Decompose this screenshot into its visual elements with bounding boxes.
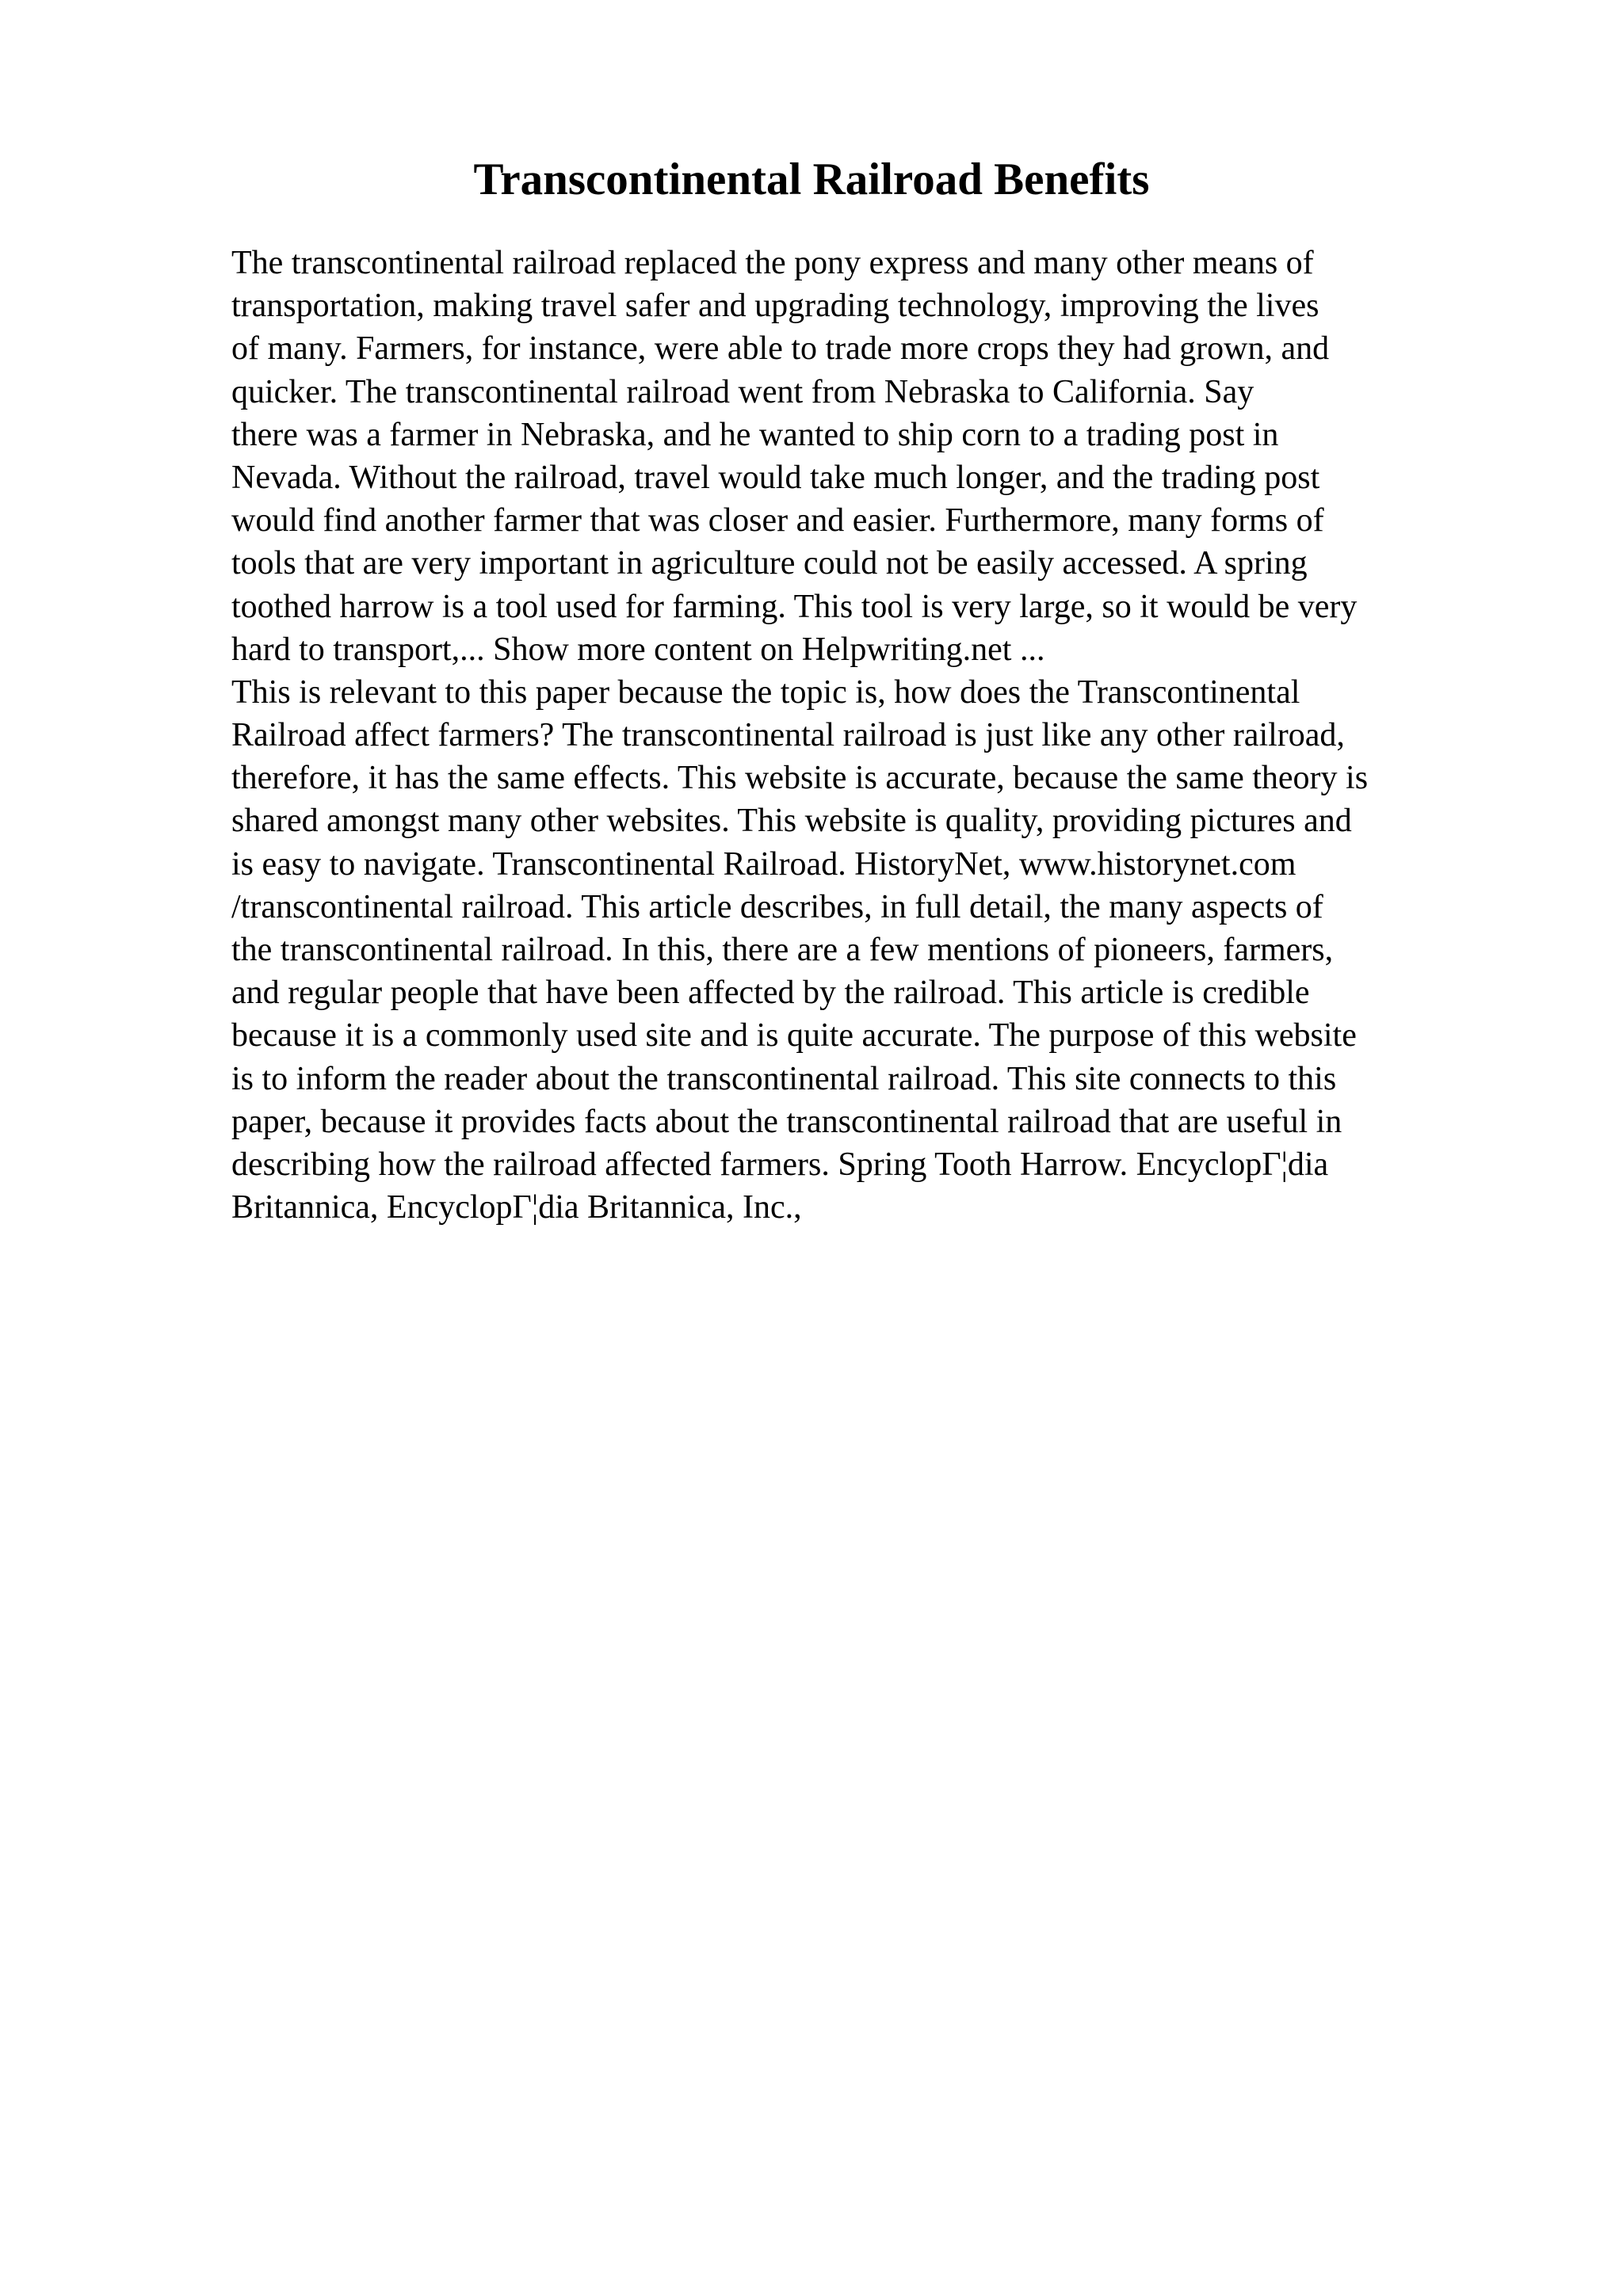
body-line: is to inform the reader about the transcontinental railroad. This site connects to this <box>231 1060 1337 1097</box>
body-line: there was a farmer in Nebraska, and he wanted to ship corn to a trading post in <box>231 416 1279 453</box>
body-line: is easy to navigate. Transcontinental Railroad. HistoryNet, www.historynet.com <box>231 845 1296 883</box>
body-line: Railroad affect farmers? The transcontinental railroad is just like any other railroad, <box>231 717 1345 754</box>
body-line: toothed harrow is a tool used for farming. This tool is very large, so it would be very <box>231 588 1358 625</box>
body-line: of many. Farmers, for instance, were able to trade more crops they had grown, and <box>231 330 1330 368</box>
body-line: therefore, it has the same effects. This website is accurate, because the same theory is <box>231 760 1369 797</box>
document-title: Transcontinental Railroad Benefits <box>473 154 1150 204</box>
body-line: Nevada. Without the railroad, travel would take much longer, and the trading post <box>231 459 1320 496</box>
body-line: describing how the railroad affected farmers. Spring Tooth Harrow. EncyclopΓ¦dia <box>231 1146 1329 1183</box>
body-line: paper, because it provides facts about the transcontinental railroad that are useful in <box>231 1103 1342 1140</box>
body-line: the transcontinental railroad. In this, there are a few mentions of pioneers, farmers, <box>231 932 1334 968</box>
body-line: would find another farmer that was closer and easier. Furthermore, many forms of <box>231 502 1324 540</box>
body-line: because it is a commonly used site and is quite accurate. The purpose of this website <box>231 1017 1357 1055</box>
body-line: shared amongst many other websites. This website is quality, providing pictures and <box>231 803 1352 840</box>
body-line: hard to transport,... Show more content on Helpwriting.net ... <box>231 631 1045 668</box>
body-line: The transcontinental railroad replaced the pony express and many other means of <box>231 245 1314 281</box>
body-line: tools that are very important in agriculture could not be easily accessed. A spring <box>231 545 1308 582</box>
body-line: /transcontinental railroad. This article describes, in full detail, the many aspects of <box>231 888 1323 925</box>
document-body <box>231 242 1539 1229</box>
body-line: quicker. The transcontinental railroad went from Nebraska to California. Say <box>231 373 1254 410</box>
body-line: Britannica, EncyclopΓ¦dia Britannica, Inc., <box>231 1189 802 1226</box>
body-line: and regular people that have been affected by the railroad. This article is credible <box>231 974 1310 1012</box>
body-line: transportation, making travel safer and upgrading technology, improving the lives <box>231 288 1319 325</box>
body-line: This is relevant to this paper because the topic is, how does the Transcontinental <box>231 673 1300 711</box>
